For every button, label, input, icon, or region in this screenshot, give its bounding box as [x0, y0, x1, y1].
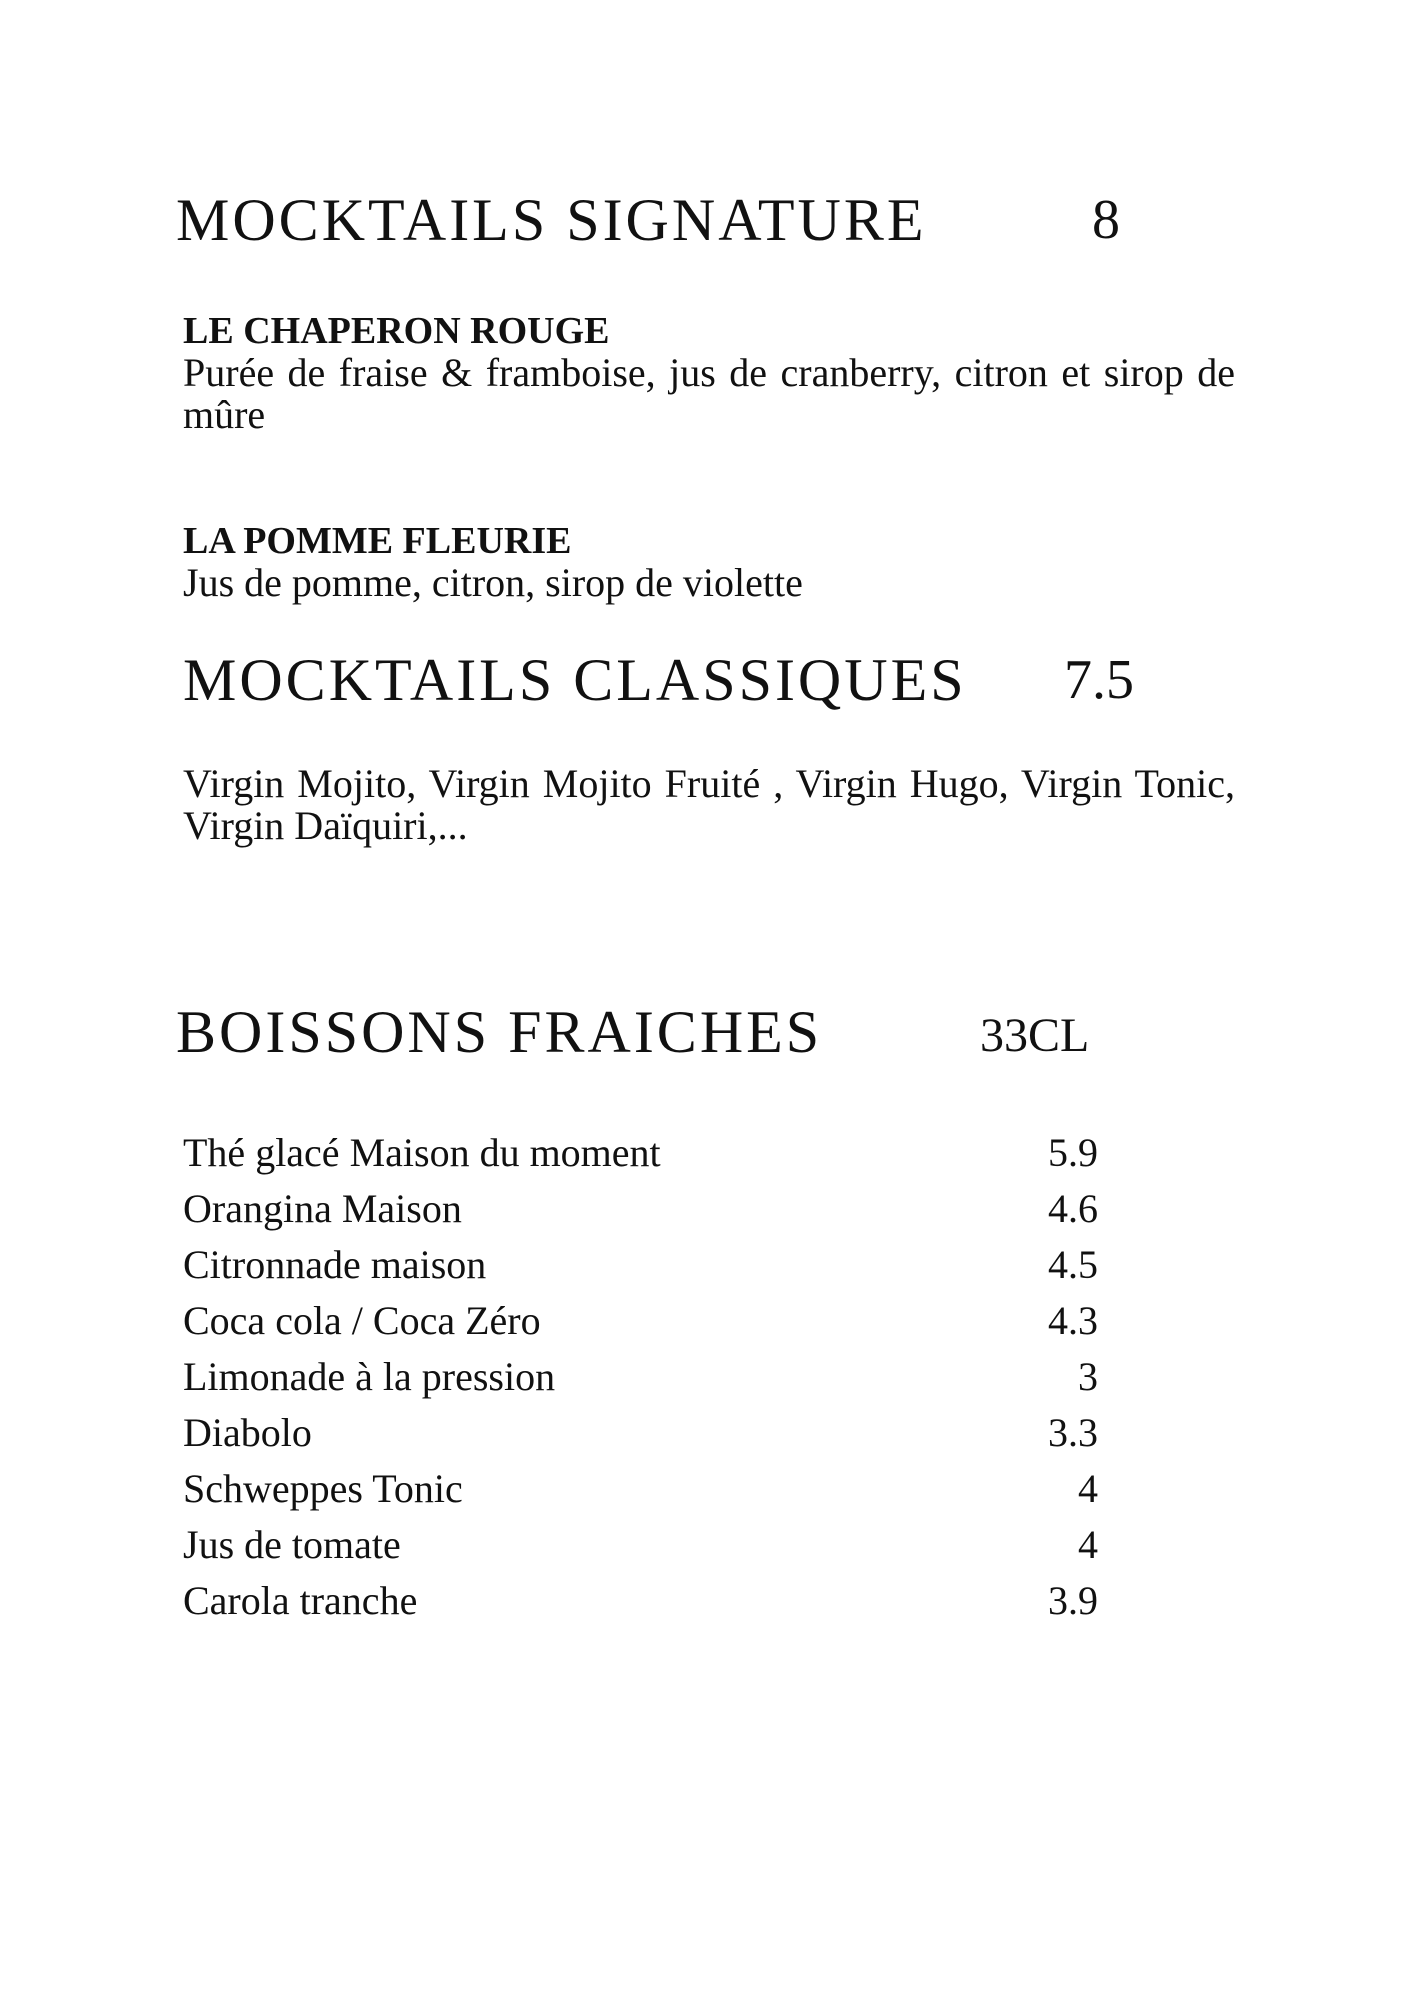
list-item: [183, 1125, 1098, 1181]
classiques-section-title: MOCKTAILS CLASSIQUES: [183, 647, 967, 713]
signature-section-price: 8: [1092, 189, 1120, 251]
list-item: [183, 1293, 1098, 1349]
drink-price: 4.5: [1048, 1242, 1098, 1287]
list-item: [183, 1349, 1098, 1405]
fraiches-section-volume: 33CL: [980, 1009, 1090, 1062]
drink-price: 3.9: [1048, 1578, 1098, 1623]
list-item: [183, 1181, 1098, 1237]
drink-name: Jus de tomate: [183, 1522, 401, 1567]
list-item: [183, 1237, 1098, 1293]
drink-price: 4.6: [1048, 1186, 1098, 1231]
drink-name: Coca cola / Coca Zéro: [183, 1298, 541, 1343]
drink-price: 4: [1078, 1522, 1098, 1567]
signature-item-desc-1: Purée de fraise & framboise, jus de cranberry, citron et sirop de mûre: [183, 350, 1235, 437]
drink-name: Orangina Maison: [183, 1186, 462, 1231]
drink-name: Carola tranche: [183, 1578, 418, 1623]
classiques-section-price: 7.5: [1064, 649, 1134, 711]
drink-name: Schweppes Tonic: [183, 1466, 463, 1511]
list-item: [183, 1461, 1098, 1517]
signature-section-title: MOCKTAILS SIGNATURE: [176, 187, 927, 253]
signature-item-desc-2: Jus de pomme, citron, sirop de violette: [183, 560, 803, 605]
signature-item-name-2: LA POMME FLEURIE: [183, 520, 572, 562]
fraiches-section-title: BOISSONS FRAICHES: [176, 999, 823, 1065]
drink-price: 3.3: [1048, 1410, 1098, 1455]
list-item: [183, 1517, 1098, 1573]
drink-name: Citronnade maison: [183, 1242, 487, 1287]
drink-price: 4: [1078, 1466, 1098, 1511]
drink-price: 4.3: [1048, 1298, 1098, 1343]
drink-price: 3: [1078, 1354, 1098, 1399]
drink-name: Thé glacé Maison du moment: [183, 1130, 661, 1175]
drink-name: Diabolo: [183, 1410, 312, 1455]
signature-item-name-1: LE CHAPERON ROUGE: [183, 310, 610, 352]
list-item: [183, 1573, 1098, 1629]
classiques-desc: Virgin Mojito, Virgin Mojito Fruité , Virgin Hugo, Virgin Tonic, Virgin Daïquiri,...: [183, 761, 1235, 848]
list-item: [183, 1405, 1098, 1461]
drink-name: Limonade à la pression: [183, 1354, 556, 1399]
drink-price: 5.9: [1048, 1130, 1098, 1175]
